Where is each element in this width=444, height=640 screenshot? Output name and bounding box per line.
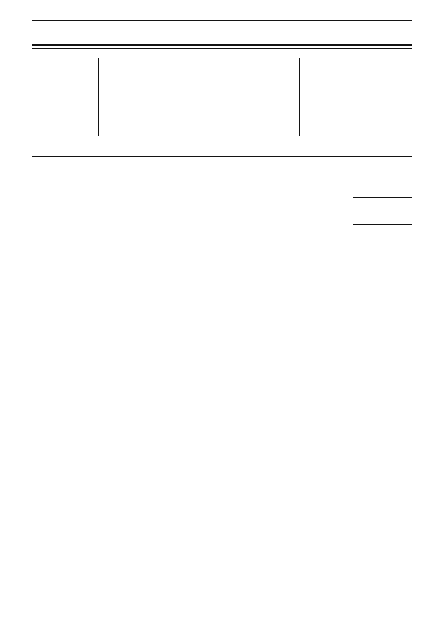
banner-rule-thick	[32, 44, 412, 46]
validity-from-underline	[353, 197, 412, 198]
top-rule	[32, 20, 412, 21]
title-block-right-divider	[299, 58, 300, 136]
okp-rule	[32, 156, 412, 157]
banner-rule-thin	[32, 48, 412, 49]
validity-to-underline	[353, 224, 412, 225]
title-block-left-divider	[98, 58, 99, 136]
